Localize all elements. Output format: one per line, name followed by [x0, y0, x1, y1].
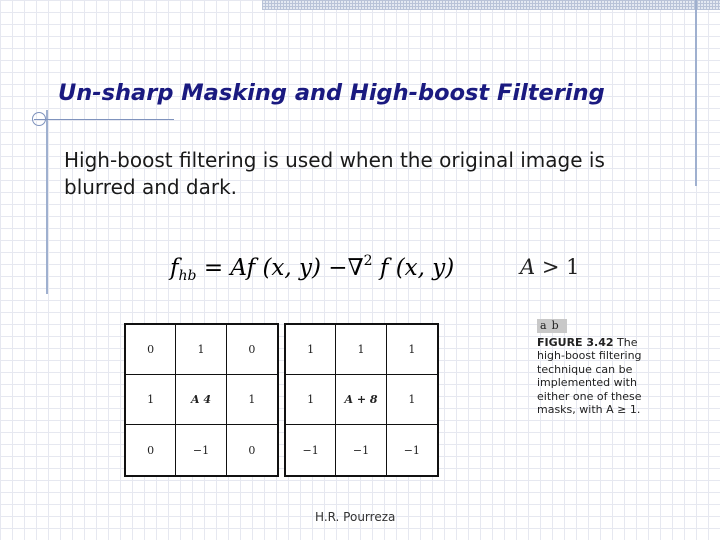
left-decorative-rule — [46, 110, 48, 294]
mask-cell: 0 — [126, 325, 176, 375]
mask-cell: 1 — [387, 375, 437, 425]
mask-center-cell: A 4 — [176, 375, 226, 425]
high-boost-formula — [170, 253, 470, 289]
formula-term-2: f (x, y) — [379, 255, 455, 281]
formula-coefficient: A — [230, 255, 247, 281]
condition-rest: > 1 — [535, 255, 580, 279]
mask-cell: −1 — [403, 443, 420, 457]
mask-cell: 0 — [248, 443, 256, 457]
mask-cell: 1 — [227, 375, 277, 425]
mask-cell: 1 — [126, 375, 176, 425]
mask-cell: −1 — [286, 425, 336, 475]
mask-cell: 1 — [387, 325, 437, 375]
formula-minus-laplacian: −∇ — [328, 255, 364, 281]
footer-author: H.R. Pourreza — [315, 510, 396, 524]
condition-expression — [520, 255, 579, 279]
panel-labels — [537, 319, 567, 333]
mask-cell: 1 — [336, 325, 386, 375]
mask-cell: 1 — [286, 325, 336, 375]
caption-body — [537, 336, 647, 417]
mask-cell: −1 — [336, 425, 386, 475]
body-text: High-boost filtering is used when the original image is blurred and dark. — [64, 148, 605, 199]
panel-label-a: a — [540, 319, 547, 332]
mask-left — [124, 323, 279, 477]
slide-title: Un-sharp Masking and High-boost Filtering — [58, 80, 605, 106]
mask-right — [284, 323, 439, 477]
formula-power: 2 — [363, 253, 373, 269]
mask-cell: −1 — [176, 425, 226, 475]
formula-equals: = — [203, 255, 224, 281]
formula-lhs-subscript: hb — [178, 268, 197, 284]
mask-center-cell: A + 8 — [336, 375, 386, 425]
mask-cell: 1 — [176, 325, 226, 375]
formula-term-1: f (x, y) — [246, 255, 321, 281]
right-decorative-rule — [695, 0, 697, 186]
bullet-circle-decoration — [32, 112, 46, 126]
mask-cell: 0 — [126, 425, 176, 475]
title-underline-rule — [34, 119, 174, 120]
mask-cell: 1 — [286, 375, 336, 425]
figure-caption — [537, 319, 647, 417]
condition-variable: A — [520, 255, 536, 279]
figure-number: FIGURE 3.42 — [537, 335, 614, 349]
mask-cell: 0 — [227, 325, 277, 375]
caption-text: The high-boost filtering technique can be implemented with either one of these masks, with A ≥ 1. — [537, 335, 642, 416]
formula-lhs: f — [170, 255, 179, 281]
top-decorative-band — [262, 0, 720, 10]
panel-label-b: b — [551, 319, 559, 332]
